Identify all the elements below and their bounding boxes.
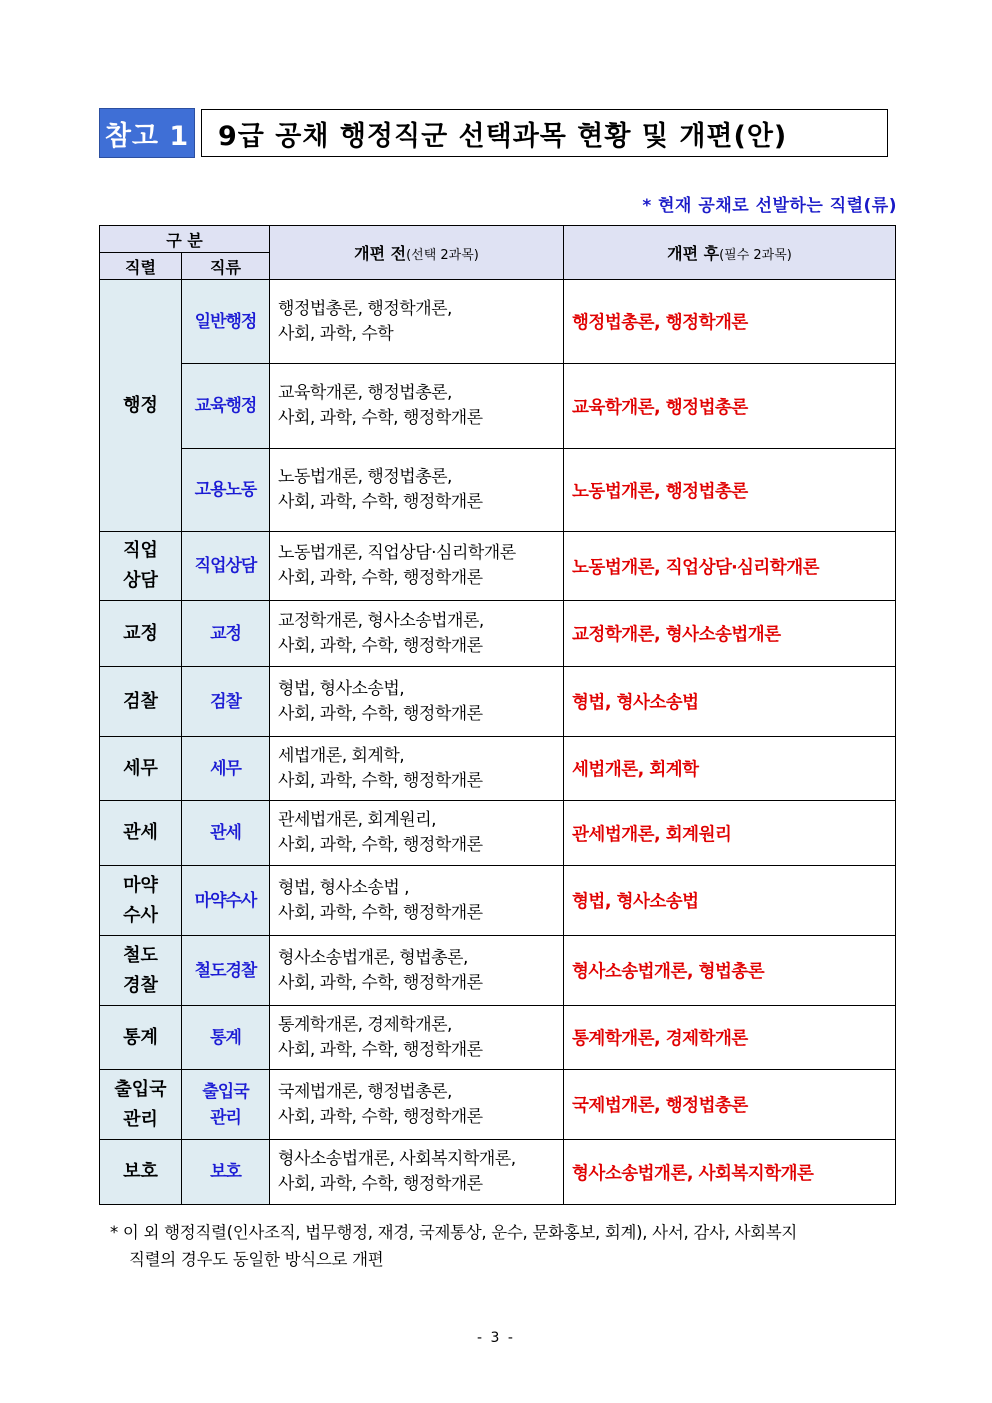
after-cell: 통계학개론, 경제학개론 — [564, 1006, 896, 1070]
header-after: 개편 후(필수 2과목) — [564, 226, 896, 280]
before-cell: 노동법개론, 행정법총론, 사회, 과학, 수학, 행정학개론 — [270, 449, 564, 532]
header-row — [100, 226, 896, 253]
series-cell: 보호 — [100, 1140, 182, 1205]
class-cell: 교육행정 — [182, 364, 270, 449]
class-cell: 철도경찰 — [182, 936, 270, 1006]
table-row — [100, 737, 896, 801]
after-cell: 행정법총론, 행정학개론 — [564, 280, 896, 364]
series-cell: 마약 수사 — [100, 866, 182, 936]
after-cell: 교육학개론, 행정법총론 — [564, 364, 896, 449]
after-cell: 국제법개론, 행정법총론 — [564, 1070, 896, 1140]
series-cell: 행정 — [100, 280, 182, 532]
after-cell: 형법, 형사소송법 — [564, 667, 896, 737]
class-cell: 직업상담 — [182, 532, 270, 601]
series-cell: 교정 — [100, 601, 182, 667]
series-cell: 관세 — [100, 801, 182, 866]
page-title: 9급 공채 행정직군 선택과목 현황 및 개편(안) — [201, 109, 888, 157]
series-cell: 직업 상담 — [100, 532, 182, 601]
class-cell: 일반행정 — [182, 280, 270, 364]
table-row — [100, 532, 896, 601]
page-number: - 3 - — [477, 1330, 515, 1346]
before-cell: 형법, 형사소송법, 사회, 과학, 수학, 행정학개론 — [270, 667, 564, 737]
after-cell: 교정학개론, 형사소송법개론 — [564, 601, 896, 667]
header-before: 개편 전(선택 2과목) — [270, 226, 564, 280]
class-cell: 검찰 — [182, 667, 270, 737]
after-cell: 노동법개론, 행정법총론 — [564, 449, 896, 532]
before-cell: 통계학개론, 경제학개론, 사회, 과학, 수학, 행정학개론 — [270, 1006, 564, 1070]
class-cell: 마약수사 — [182, 866, 270, 936]
before-cell: 교정학개론, 형사소송법개론, 사회, 과학, 수학, 행정학개론 — [270, 601, 564, 667]
before-cell: 국제법개론, 행정법총론, 사회, 과학, 수학, 행정학개론 — [270, 1070, 564, 1140]
before-cell: 형사소송법개론, 사회복지학개론, 사회, 과학, 수학, 행정학개론 — [270, 1140, 564, 1205]
table-row — [100, 1140, 896, 1205]
after-cell: 형사소송법개론, 형법총론 — [564, 936, 896, 1006]
class-cell: 통계 — [182, 1006, 270, 1070]
series-cell: 통계 — [100, 1006, 182, 1070]
subjects-table — [99, 225, 896, 1205]
series-cell: 검찰 — [100, 667, 182, 737]
series-cell: 철도 경찰 — [100, 936, 182, 1006]
class-cell: 고용노동 — [182, 449, 270, 532]
table-row — [100, 364, 896, 449]
table-row — [100, 936, 896, 1006]
top-note: * 현재 공채로 선발하는 직렬(류) — [642, 196, 897, 216]
after-cell: 형사소송법개론, 사회복지학개론 — [564, 1140, 896, 1205]
header-class: 직류 — [182, 253, 270, 280]
reference-badge: 참고 1 — [99, 108, 195, 158]
before-cell: 교육학개론, 행정법총론, 사회, 과학, 수학, 행정학개론 — [270, 364, 564, 449]
after-cell: 형법, 형사소송법 — [564, 866, 896, 936]
before-cell: 형법, 형사소송법 , 사회, 과학, 수학, 행정학개론 — [270, 866, 564, 936]
table-row — [100, 667, 896, 737]
series-cell: 출입국 관리 — [100, 1070, 182, 1140]
class-cell: 세무 — [182, 737, 270, 801]
footnote-line-1: * 이 외 행정직렬(인사조직, 법무행정, 재경, 국제통상, 운수, 문화홍보, 회계), 사서, 감사, 사회복지 — [110, 1223, 798, 1242]
table-row — [100, 601, 896, 667]
header-group: 구 분 — [100, 226, 270, 253]
before-cell: 형사소송법개론, 형법총론, 사회, 과학, 수학, 행정학개론 — [270, 936, 564, 1006]
series-cell: 세무 — [100, 737, 182, 801]
table-row — [100, 449, 896, 532]
table-row — [100, 280, 896, 364]
table-row — [100, 1006, 896, 1070]
after-cell: 관세법개론, 회계원리 — [564, 801, 896, 866]
table-row — [100, 866, 896, 936]
before-cell: 세법개론, 회계학, 사회, 과학, 수학, 행정학개론 — [270, 737, 564, 801]
class-cell: 출입국 관리 — [182, 1070, 270, 1140]
header-series: 직렬 — [100, 253, 182, 280]
before-cell: 행정법총론, 행정학개론, 사회, 과학, 수학 — [270, 280, 564, 364]
before-cell: 관세법개론, 회계원리, 사회, 과학, 수학, 행정학개론 — [270, 801, 564, 866]
class-cell: 관세 — [182, 801, 270, 866]
footnote — [110, 1219, 900, 1273]
after-cell: 노동법개론, 직업상담‧심리학개론 — [564, 532, 896, 601]
class-cell: 보호 — [182, 1140, 270, 1205]
table-row — [100, 801, 896, 866]
table-row — [100, 1070, 896, 1140]
footnote-line-2: 직렬의 경우도 동일한 방식으로 개편 — [129, 1250, 384, 1269]
after-cell: 세법개론, 회계학 — [564, 737, 896, 801]
class-cell: 교정 — [182, 601, 270, 667]
before-cell: 노동법개론, 직업상담‧심리학개론 사회, 과학, 수학, 행정학개론 — [270, 532, 564, 601]
